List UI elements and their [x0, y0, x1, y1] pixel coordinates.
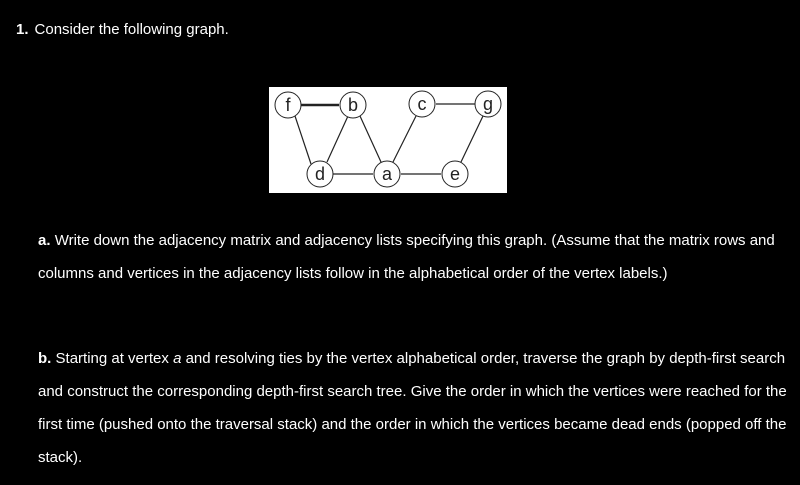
- vertex-c-label: c: [417, 94, 427, 114]
- vertex-b-label: b: [347, 95, 359, 115]
- vertex-a-label: a: [381, 164, 393, 184]
- part-b-text-before: Starting at vertex: [55, 350, 174, 367]
- question-header: [16, 20, 229, 40]
- edge-a-c: [393, 116, 416, 162]
- vertex-e-label: e: [449, 164, 461, 184]
- edge-b-d: [327, 116, 348, 162]
- edge-g-e: [461, 116, 483, 162]
- edge-f-d: [295, 116, 311, 164]
- part-b-label: b.: [38, 350, 52, 367]
- graph-figure: [269, 87, 507, 193]
- edge-b-a: [360, 116, 381, 162]
- vertex-d-label: d: [314, 164, 326, 184]
- part-a: [38, 224, 788, 290]
- part-b-vertex: a: [173, 350, 182, 367]
- question-prompt: Consider the following graph.: [34, 21, 229, 38]
- vertex-g-label: g: [482, 94, 494, 114]
- part-a-text: Write down the adjacency matrix and adjacency lists specifying this graph. (Assume that the matrix rows and columns and vertices in the adjacency lists follow in the alphabetical order of the vertex labels.): [38, 232, 775, 282]
- part-a-label: a.: [38, 232, 51, 249]
- question-number: 1.: [16, 21, 29, 38]
- part-b: [38, 342, 788, 474]
- part-b-text-after: and resolving ties by the vertex alphabetical order, traverse the graph by depth-first search and construct the corresponding depth-first search tree. Give the order in which the vertices were reached for the first time (pushed onto the traversal stack) and the order in which the vertices became dead ends (popped off the stack).: [38, 350, 787, 466]
- vertex-f-label: f: [285, 95, 291, 115]
- graph-diagram: [269, 87, 507, 193]
